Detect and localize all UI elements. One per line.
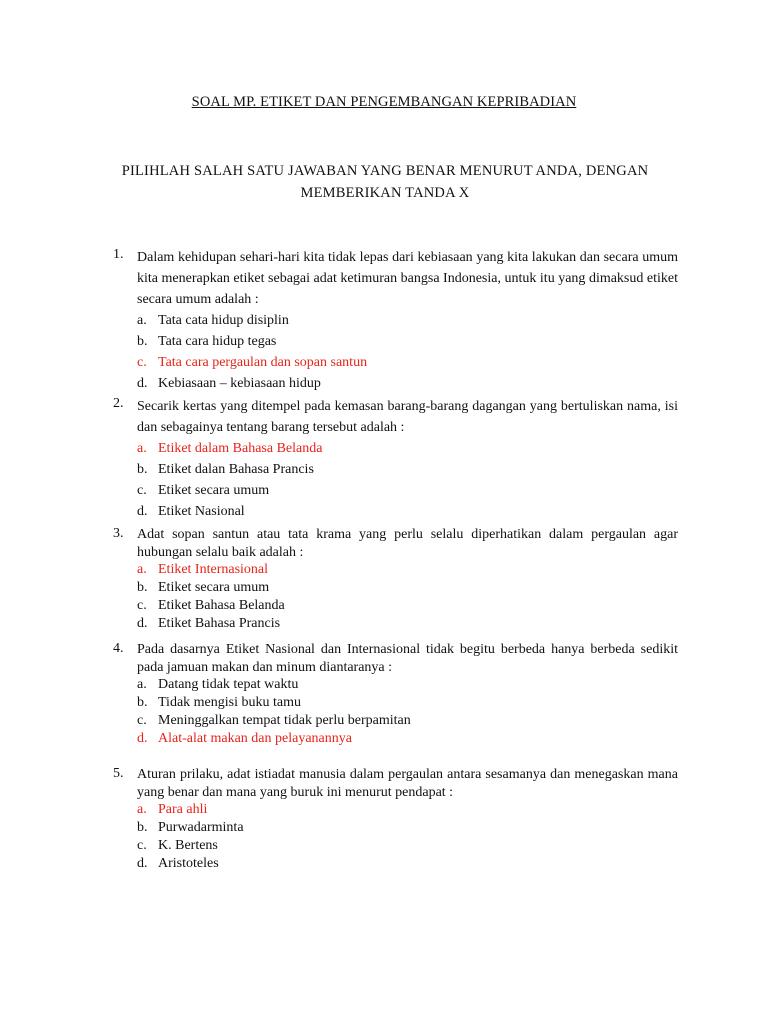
- option-list: [113, 310, 678, 394]
- question-row: [113, 766, 678, 801]
- question-number: 4.: [113, 641, 124, 656]
- option-letter: a.: [137, 441, 147, 456]
- answer-option: [137, 373, 678, 394]
- option-text: K. Bertens: [158, 837, 218, 853]
- option-text: Datang tidak tepat waktu: [158, 677, 299, 693]
- option-letter: a.: [137, 677, 147, 693]
- option-letter: d.: [137, 376, 148, 391]
- answer-option: [137, 579, 678, 597]
- answer-option: [137, 676, 678, 694]
- answer-option-correct: [137, 801, 678, 819]
- option-letter: d.: [137, 730, 148, 746]
- option-letter: a.: [137, 562, 147, 578]
- option-text: Tidak mengisi buku tamu: [158, 695, 301, 711]
- question-text: Dalam kehidupan sehari-hari kita tidak lepas dari kebiasaan yang kita lakukan dan secara umum kita menerapkan etiket sebagai adat ketimuran bangsa Indonesia, untuk itu yang dimaksud etiket secara umum adalah :: [137, 250, 678, 307]
- answer-option: [137, 615, 678, 633]
- answer-option-correct: [137, 561, 678, 579]
- option-text: Kebiasaan – kebiasaan hidup: [158, 376, 321, 391]
- option-letter: c.: [137, 355, 147, 370]
- answer-option-correct: [137, 730, 678, 748]
- option-list: [113, 561, 678, 632]
- answer-option: [137, 310, 678, 331]
- answer-option-correct: [137, 438, 678, 459]
- question-text: Adat sopan santun atau tata krama yang perlu selalu diperhatikan dalam pergaulan agar hubungan selalu baik adalah :: [137, 527, 678, 560]
- option-letter: d.: [137, 855, 148, 871]
- answer-option: [137, 597, 678, 615]
- answer-option: [137, 712, 678, 730]
- option-letter: c.: [137, 483, 147, 498]
- option-letter: a.: [137, 313, 147, 328]
- question-text: Aturan prilaku, adat istiadat manusia dalam pergaulan antara sesamanya dan menegaskan mana yang benar dan mana yang buruk ini menurut pendapat :: [137, 767, 678, 800]
- option-letter: a.: [137, 802, 147, 818]
- option-text: Etiket secara umum: [158, 580, 270, 596]
- option-text: Tata cara hidup tegas: [158, 334, 277, 349]
- option-text: Etiket dalan Bahasa Prancis: [158, 462, 314, 477]
- option-list: [113, 801, 678, 872]
- option-letter: d.: [137, 504, 148, 519]
- document-title: SOAL MP. ETIKET DAN PENGEMBANGAN KEPRIBADIAN: [191, 94, 577, 110]
- answer-option: [137, 855, 678, 873]
- instruction-text: PILIHLAH SALAH SATU JAWABAN YANG BENAR MENURUT ANDA, DENGAN MEMBERIKAN TANDA X: [121, 163, 649, 201]
- option-text: Tata cata hidup disiplin: [158, 313, 289, 328]
- option-letter: b.: [137, 820, 148, 836]
- option-letter: b.: [137, 695, 148, 711]
- option-text: Etiket Bahasa Belanda: [158, 597, 285, 613]
- answer-option: [137, 501, 678, 522]
- option-letter: b.: [137, 580, 148, 596]
- option-letter: c.: [137, 597, 147, 613]
- question-number: 5.: [113, 766, 124, 781]
- question-item: [113, 247, 678, 394]
- answer-option: [137, 819, 678, 837]
- answer-option: [137, 694, 678, 712]
- question-row: [113, 396, 678, 438]
- option-text: Meninggalkan tempat tidak perlu berpamitan: [158, 712, 411, 728]
- option-text: Etiket Bahasa Prancis: [158, 615, 281, 631]
- question-item: [113, 641, 678, 747]
- option-text: Etiket Nasional: [158, 504, 245, 519]
- option-text: Tata cara pergaulan dan sopan santun: [158, 355, 368, 370]
- question-row: [113, 247, 678, 310]
- option-letter: c.: [137, 837, 147, 853]
- question-number: 1.: [113, 247, 124, 262]
- answer-option: [137, 459, 678, 480]
- option-letter: c.: [137, 712, 147, 728]
- question-row: [113, 641, 678, 676]
- option-list: [113, 676, 678, 747]
- option-text: Para ahli: [158, 802, 208, 818]
- option-text: Etiket secara umum: [158, 483, 270, 498]
- option-text: Etiket Internasional: [158, 562, 269, 578]
- option-list: [113, 438, 678, 522]
- answer-option: [137, 480, 678, 501]
- answer-option-correct: [137, 352, 678, 373]
- question-text: Secarik kertas yang ditempel pada kemasan barang-barang dagangan yang bertuliskan nama, isi dan sebagainya tentang barang tersebut adalah :: [137, 399, 678, 435]
- question-number: 3.: [113, 526, 124, 541]
- question-item: [113, 526, 678, 632]
- option-text: Alat-alat makan dan pelayanannya: [158, 730, 352, 746]
- answer-option: [137, 837, 678, 855]
- option-letter: b.: [137, 334, 148, 349]
- option-text: Aristoteles: [158, 855, 219, 871]
- question-number: 2.: [113, 396, 124, 411]
- question-row: [113, 526, 678, 561]
- question-item: [113, 766, 678, 872]
- answer-option: [137, 331, 678, 352]
- option-text: Purwadarminta: [158, 820, 244, 836]
- option-letter: d.: [137, 615, 148, 631]
- option-text: Etiket dalam Bahasa Belanda: [158, 441, 323, 456]
- option-letter: b.: [137, 462, 148, 477]
- question-item: [113, 396, 678, 522]
- question-text: Pada dasarnya Etiket Nasional dan Internasional tidak begitu berbeda hanya berbeda sedikit pada jamuan makan dan minum diantaranya :: [137, 642, 678, 675]
